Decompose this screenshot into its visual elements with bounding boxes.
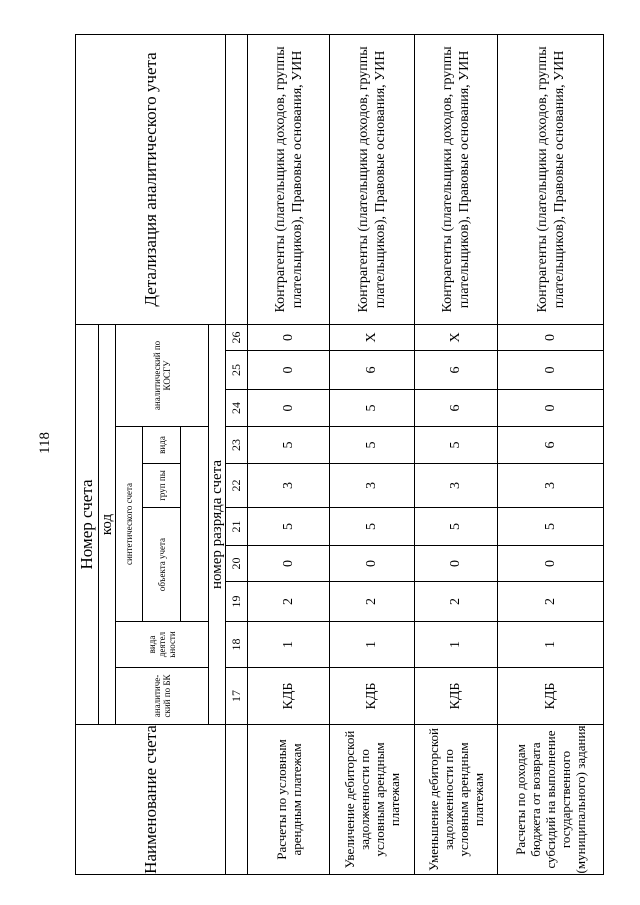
header-activity-type: вида деятел ьности xyxy=(116,622,209,668)
row-value: 6 xyxy=(415,351,498,390)
row-value: 3 xyxy=(248,464,330,508)
digit-cell: 24 xyxy=(226,390,248,427)
row-value: 1 xyxy=(415,622,498,668)
digit-cell: 21 xyxy=(226,508,248,546)
digit-cell: 18 xyxy=(226,622,248,668)
row-value: 1 xyxy=(498,622,604,668)
row-value: 1 xyxy=(248,622,330,668)
row-value: КДБ xyxy=(498,668,604,725)
accounts-table xyxy=(75,34,604,875)
header-account-number: Номер счета xyxy=(76,324,99,724)
row-value: 5 xyxy=(330,390,415,427)
header-object: объекта учета xyxy=(143,508,181,622)
digit-cell: 19 xyxy=(226,582,248,622)
row-value: 0 xyxy=(415,546,498,582)
header-account-name: Наименование счета xyxy=(76,725,226,875)
row-value: 0 xyxy=(248,324,330,350)
header-group: груп пы xyxy=(143,464,181,508)
row-value: Х xyxy=(415,324,498,350)
header-kind: вида xyxy=(143,427,181,464)
row-value: 6 xyxy=(330,351,415,390)
row-value: 0 xyxy=(498,546,604,582)
page-number: 118 xyxy=(37,432,53,454)
row-value: 0 xyxy=(330,546,415,582)
row-value: Х xyxy=(330,324,415,350)
row-value: 0 xyxy=(248,390,330,427)
row-value: КДБ xyxy=(415,668,498,725)
row-value: 6 xyxy=(498,427,604,464)
row-value: 2 xyxy=(330,582,415,622)
row-name: Расчеты по условным арендным платежам xyxy=(248,725,330,875)
table-row xyxy=(415,34,498,874)
row-value: 3 xyxy=(330,464,415,508)
row-value: 3 xyxy=(415,464,498,508)
header-synthetic-blank xyxy=(181,427,209,622)
digit-cell: 26 xyxy=(226,324,248,350)
row-value: 0 xyxy=(498,351,604,390)
row-value: 2 xyxy=(415,582,498,622)
row-name: Расчеты по доходам бюджета от возврата субсидий на выполнение государственного (муниципального) задания xyxy=(498,725,604,875)
rotated-table-container xyxy=(75,35,588,875)
table-row xyxy=(498,34,604,874)
header-synthetic: синтетического счета xyxy=(116,427,143,622)
digit-blank-left xyxy=(226,725,248,875)
row-value: 2 xyxy=(498,582,604,622)
header-analytic-kosgu: аналитический по КОСГУ xyxy=(116,324,209,426)
row-value: 6 xyxy=(415,390,498,427)
row-value: 5 xyxy=(330,427,415,464)
rotated-table-area xyxy=(75,35,588,875)
digit-blank-right xyxy=(226,34,248,324)
row-detail: Контрагенты (плательщики доходов, группы плательщиков), Правовые основания, УИН xyxy=(248,34,330,324)
row-value: 5 xyxy=(415,427,498,464)
row-value: КДБ xyxy=(330,668,415,725)
row-value: 5 xyxy=(330,508,415,546)
row-value: 5 xyxy=(248,427,330,464)
digit-cell: 22 xyxy=(226,464,248,508)
header-row-1 xyxy=(76,34,99,874)
row-detail: Контрагенты (плательщики доходов, группы плательщиков), Правовые основания, УИН xyxy=(415,34,498,324)
header-analytic-bk: аналитический по БК xyxy=(116,668,209,725)
row-value: 5 xyxy=(498,508,604,546)
row-value: 3 xyxy=(498,464,604,508)
row-value: 1 xyxy=(330,622,415,668)
row-value: 2 xyxy=(248,582,330,622)
header-digit-number: номер разряда счета xyxy=(209,324,226,724)
digit-row xyxy=(226,34,248,874)
digit-cell: 25 xyxy=(226,351,248,390)
header-detail: Детализация аналитического учета xyxy=(76,34,226,324)
table-row xyxy=(330,34,415,874)
row-value: КДБ xyxy=(248,668,330,725)
row-value: 0 xyxy=(498,324,604,350)
digit-cell: 23 xyxy=(226,427,248,464)
digit-cell: 20 xyxy=(226,546,248,582)
row-detail: Контрагенты (плательщики доходов, группы плательщиков), Правовые основания, УИН xyxy=(498,34,604,324)
row-value: 5 xyxy=(248,508,330,546)
row-value: 0 xyxy=(248,546,330,582)
row-detail: Контрагенты (плательщики доходов, группы плательщиков), Правовые основания, УИН xyxy=(330,34,415,324)
row-value: 0 xyxy=(498,390,604,427)
digit-cell: 17 xyxy=(226,668,248,725)
row-name: Уменьшение дебиторской задолженности по условным арендным платежам xyxy=(415,725,498,875)
row-value: 0 xyxy=(248,351,330,390)
row-value: 5 xyxy=(415,508,498,546)
table-row xyxy=(248,34,330,874)
row-name: Увеличение дебиторской задолженности по условным арендным платежам xyxy=(330,725,415,875)
header-code: код xyxy=(99,324,116,724)
